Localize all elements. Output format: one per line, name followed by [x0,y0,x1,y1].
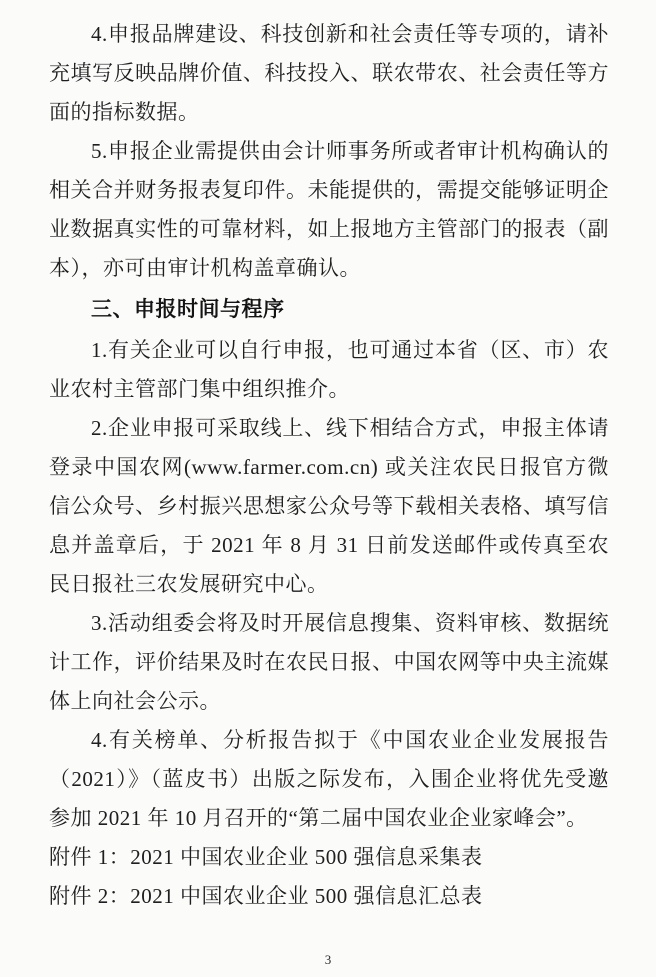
attachment-line-1: 附件 1：2021 中国农业企业 500 强信息采集表 [49,845,483,869]
page-footer [0,951,656,969]
paragraph-requirement-4: 4.申报品牌建设、科技创新和社会责任等专项的，请补充填写反映品牌价值、科技投入、联农带农、社会责任等方面的指标数据。 [49,22,609,124]
paragraph-procedure-2: 2.企业申报可采取线上、线下相结合方式，申报主体请登录中国农网(www.farmer.com.cn) 或关注农民日报官方微信公众号、乡村振兴思想家公众号等下载相关表格、填写信息并盖章后，于 2021 年 8 月 31 日前发送邮件或传真至农民日报社三农发展研究中心。 [49,416,609,596]
paragraph-procedure-4: 4.有关榜单、分析报告拟于《中国农业企业发展报告（2021）》（蓝皮书）出版之际发布，入围企业将优先受邀参加 2021 年 10 月召开的“第二届中国农业企业家峰会”。 [49,728,609,830]
paragraph-procedure-3: 3.活动组委会将及时开展信息搜集、资料审核、数据统计工作，评价结果及时在农民日报、中国农网等中央主流媒体上向社会公示。 [49,611,609,713]
attachment-line-2: 附件 2：2021 中国农业企业 500 强信息汇总表 [49,884,483,908]
paragraph-requirement-5: 5.申报企业需提供由会计师事务所或者审计机构确认的相关合并财务报表复印件。未能提供的，需提交能够证明企业数据真实性的可靠材料，如上报地方主管部门的报表（副本），亦可由审计机构盖章确认。 [49,139,609,280]
section-heading-application-time-procedure: 三、申报时间与程序 [91,298,285,321]
paragraph-procedure-1: 1.有关企业可以自行申报，也可通过本省（区、市）农业农村主管部门集中组织推介。 [49,338,609,401]
page-number: 3 [324,952,332,967]
